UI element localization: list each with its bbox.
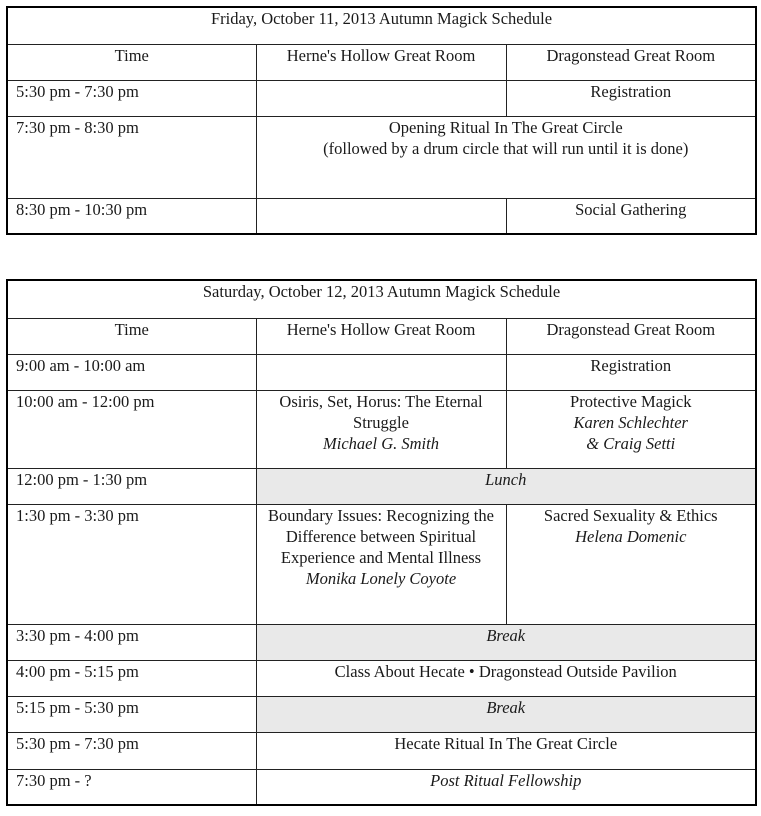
time-cell: 7:30 pm - 8:30 pm <box>7 116 256 198</box>
time-cell: 5:30 pm - 7:30 pm <box>7 80 256 116</box>
col-header-hernes-hollow: Herne's Hollow Great Room <box>256 44 506 80</box>
table-row <box>7 732 756 769</box>
empty-cell <box>256 80 506 116</box>
time-cell: 5:30 pm - 7:30 pm <box>7 732 256 769</box>
table-row <box>7 80 756 116</box>
saturday-title: Saturday, October 12, 2013 Autumn Magick Schedule <box>7 280 756 318</box>
event-title: Boundary Issues: Recognizing the Difference between Spiritual Experience and Mental Illness <box>268 505 494 567</box>
time-cell: 5:15 pm - 5:30 pm <box>7 696 256 732</box>
event-presenter: Monika Lonely Coyote <box>305 568 457 588</box>
col-header-dragonstead: Dragonstead Great Room <box>506 44 756 80</box>
friday-title: Friday, October 11, 2013 Autumn Magick Schedule <box>7 7 756 44</box>
time-cell: 12:00 pm - 1:30 pm <box>7 468 256 504</box>
event-presenter: Karen Schlechter <box>573 412 688 432</box>
table-row <box>7 116 756 198</box>
event-title: Opening Ritual In The Great Circle <box>388 117 623 137</box>
empty-cell <box>256 198 506 234</box>
saturday-header-row <box>7 318 756 354</box>
event-cell-both-rooms: Class About Hecate • Dragonstead Outside Pavilion <box>256 660 756 696</box>
time-cell: 3:30 pm - 4:00 pm <box>7 624 256 660</box>
event-cell-both-rooms: Hecate Ritual In The Great Circle <box>256 732 756 769</box>
event-presenter: Helena Domenic <box>575 526 687 546</box>
event-presenter: Michael G. Smith <box>323 433 439 453</box>
table-row <box>7 354 756 390</box>
event-title: Protective Magick <box>570 391 692 411</box>
friday-header-row <box>7 44 756 80</box>
event-cell <box>256 390 506 468</box>
table-row <box>7 696 756 732</box>
table-row <box>7 769 756 805</box>
time-cell: 7:30 pm - ? <box>7 769 256 805</box>
table-row <box>7 468 756 504</box>
event-cell: Social Gathering <box>506 198 756 234</box>
break-cell: Break <box>256 624 756 660</box>
time-cell: 10:00 am - 12:00 pm <box>7 390 256 468</box>
event-title: Osiris, Set, Horus: The Eternal Struggle <box>279 391 483 432</box>
event-cell-both-rooms: Post Ritual Fellowship <box>256 769 756 805</box>
event-cell-both-rooms <box>256 116 756 198</box>
saturday-schedule-table <box>6 279 757 806</box>
empty-cell <box>256 354 506 390</box>
event-note: (followed by a drum circle that will run until it is done) <box>323 138 689 158</box>
time-cell: 1:30 pm - 3:30 pm <box>7 504 256 624</box>
col-header-dragonstead: Dragonstead Great Room <box>506 318 756 354</box>
lunch-cell: Lunch <box>256 468 756 504</box>
event-cell <box>506 504 756 624</box>
table-row <box>7 198 756 234</box>
break-cell: Break <box>256 696 756 732</box>
event-cell <box>256 504 506 624</box>
friday-schedule-table <box>6 6 757 235</box>
table-row <box>7 660 756 696</box>
table-row <box>7 624 756 660</box>
table-row <box>7 390 756 468</box>
col-header-time: Time <box>7 44 256 80</box>
time-cell: 4:00 pm - 5:15 pm <box>7 660 256 696</box>
table-row <box>7 504 756 624</box>
col-header-hernes-hollow: Herne's Hollow Great Room <box>256 318 506 354</box>
event-presenter: & Craig Setti <box>586 433 676 453</box>
event-title: Sacred Sexuality & Ethics <box>543 505 718 525</box>
time-cell: 8:30 pm - 10:30 pm <box>7 198 256 234</box>
col-header-time: Time <box>7 318 256 354</box>
event-cell <box>506 390 756 468</box>
event-cell: Registration <box>506 80 756 116</box>
event-cell: Registration <box>506 354 756 390</box>
time-cell: 9:00 am - 10:00 am <box>7 354 256 390</box>
